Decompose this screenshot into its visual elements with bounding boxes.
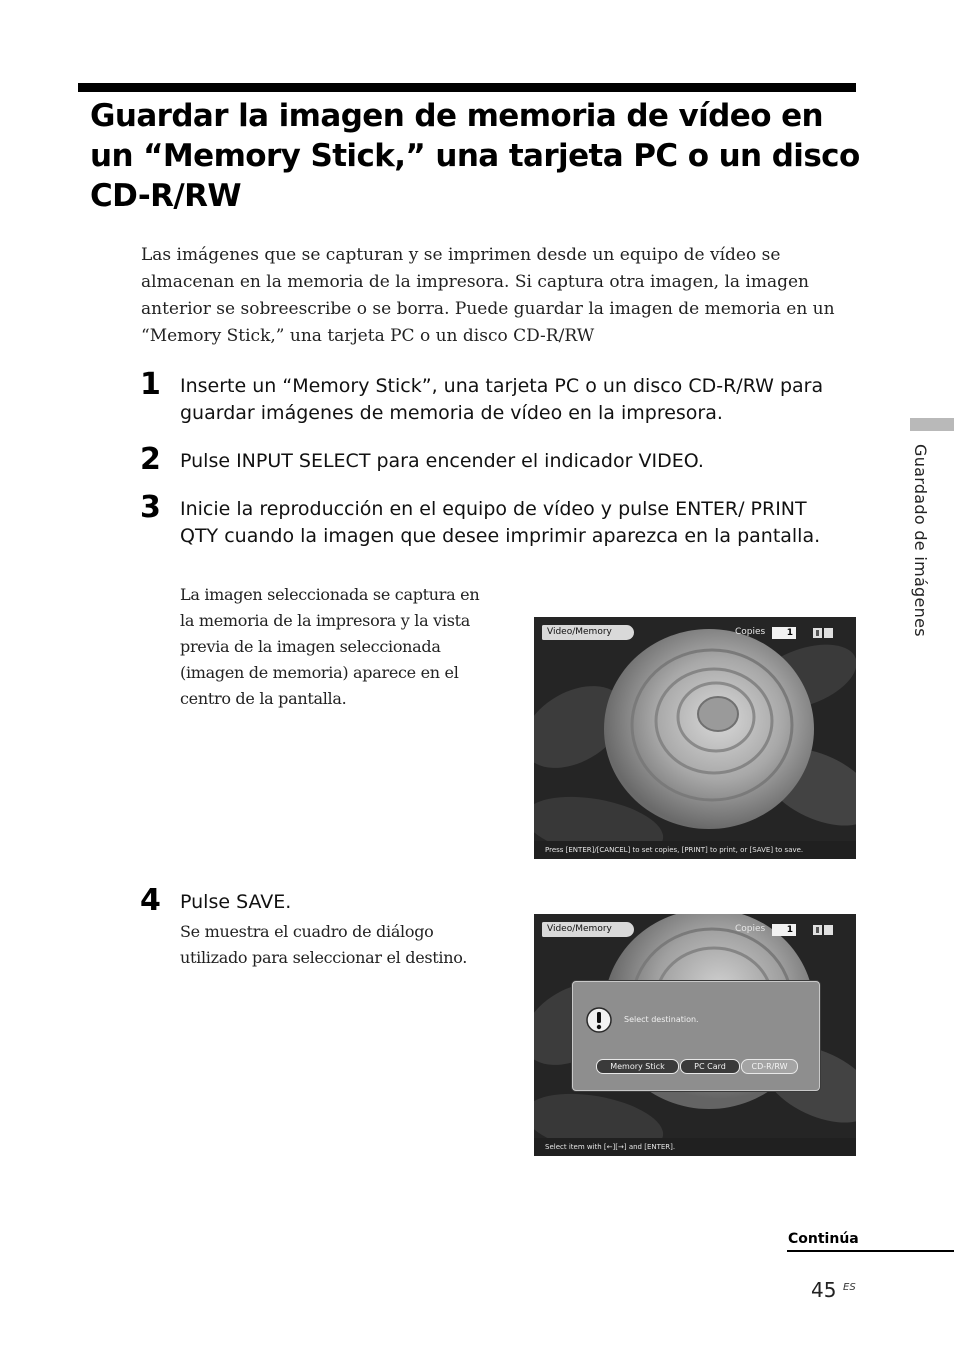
step-1-text: Inserte un “Memory Stick”, una tarjeta PC o un disco CD-R/RW para guardar imágenes de memoria de vídeo en la impresora. <box>180 375 824 424</box>
intro-paragraph: Las imágenes que se capturan y se imprimen desde un equipo de vídeo se almacenan en la memoria de la impresora. Si captura otra imagen, la imagen anterior se sobreescribe o se borra. Puede guardar la imagen de memoria en un “Memory Stick,” una tarjeta PC o un disco CD-R/RW <box>141 245 835 346</box>
step-4-number: 4 <box>140 883 161 918</box>
copies-value: 1 <box>772 627 796 639</box>
preview-screen-1 <box>534 617 856 859</box>
select-destination-dialog <box>572 981 820 1091</box>
mode-tag: Video/Memory <box>542 625 634 640</box>
status-bar: Press [ENTER]/[CANCEL] to set copies, [PRINT] to print, or [SAVE] to save. <box>545 846 804 854</box>
step-3-text: Inicie la reproducción en el equipo de vídeo y pulse ENTER/ PRINT QTY cuando la imagen que desee imprimir aparezca en la pantalla. <box>180 498 821 547</box>
pc-card-button[interactable]: PC Card <box>680 1059 740 1074</box>
copies-value: 1 <box>772 924 796 936</box>
section-tab-marker <box>910 418 954 431</box>
rose-photo <box>534 617 856 859</box>
step-1-number: 1 <box>140 367 161 402</box>
cd-rw-button[interactable]: CD-R/RW <box>741 1059 798 1074</box>
memory-stick-button[interactable]: Memory Stick <box>596 1059 679 1074</box>
section-side-label: Guardado de imágenes <box>911 444 930 637</box>
mode-tag: Video/Memory <box>542 922 634 937</box>
media-status-icon <box>813 925 833 935</box>
copies-label: Copies <box>735 627 766 637</box>
step-2-text: Pulse INPUT SELECT para encender el indicador VIDEO. <box>180 450 704 472</box>
status-bar: Select item with [←][→] and [ENTER]. <box>545 1143 676 1151</box>
step-4-text: Pulse SAVE. <box>180 891 292 913</box>
preview-screen-2 <box>534 914 856 1156</box>
dialog-message: Select destination. <box>624 1015 699 1024</box>
continue-label: Continúa <box>788 1231 859 1247</box>
media-status-icon <box>813 628 833 638</box>
title-rule <box>78 83 856 92</box>
step-4-note: Se muestra el cuadro de diálogo utilizado para seleccionar el destino. <box>180 922 468 967</box>
step-3-note: La imagen seleccionada se captura en la memoria de la impresora y la vista previa de la imagen seleccionada (imagen de memoria) aparece en el centro de la pantalla. <box>180 585 480 708</box>
page-title: Guardar la imagen de memoria de vídeo en un “Memory Stick,” una tarjeta PC o un disco CD-R/RW <box>90 98 860 214</box>
page-number: 45 <box>811 1278 837 1302</box>
warning-icon <box>586 1007 612 1033</box>
copies-label: Copies <box>735 924 766 934</box>
language-code: ES <box>843 1282 856 1293</box>
step-3-number: 3 <box>140 490 161 525</box>
continue-rule <box>787 1250 954 1252</box>
step-2-number: 2 <box>140 442 161 477</box>
